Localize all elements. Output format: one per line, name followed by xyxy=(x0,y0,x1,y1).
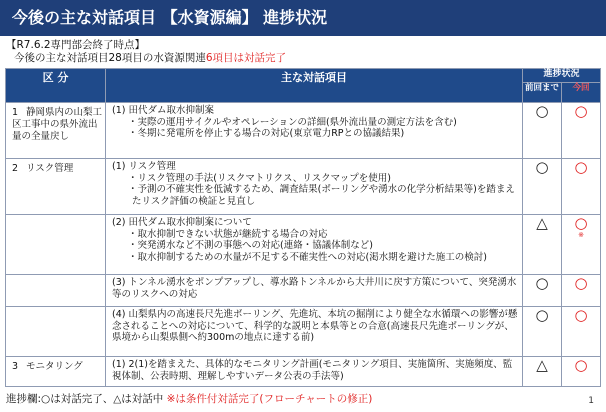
current-mark: ○ xyxy=(574,306,588,324)
header-previous: 前回まで xyxy=(523,83,562,103)
date-note: 【R7.6.2専門部会終了時点】 xyxy=(6,39,146,51)
header-progress: 進捗状況 xyxy=(523,69,601,83)
item-sub: ・取水抑制できない状態が継続する場合の対応 xyxy=(128,228,328,240)
previous-mark: ○ xyxy=(535,274,549,292)
item-sub: ・実際の運用サイクルやオペレーションの詳細(県外流出量の測定方法を含む) xyxy=(128,116,457,128)
category-number: 1 xyxy=(12,107,19,118)
previous-status xyxy=(523,357,562,387)
item-sub: ・取水抑制するための水量が不足する不確実性への対応(渇水期を避けた施工の検討) xyxy=(128,251,487,263)
item-cell xyxy=(106,159,523,215)
category-cell xyxy=(6,159,106,215)
previous-status xyxy=(523,275,562,307)
current-status xyxy=(562,103,601,159)
previous-mark: ○ xyxy=(535,158,549,176)
previous-status xyxy=(523,103,562,159)
item-sub: ・突発湧水など不測の事態への対応(連絡・協議体制など) xyxy=(128,240,373,251)
progress-table xyxy=(5,68,601,387)
item-sub: ・リスク管理の手法(リスクマトリクス、リスクマップを使用) xyxy=(128,172,391,184)
item-cell xyxy=(106,275,523,307)
item-sub: ・冬期に発電所を停止する場合の対応(東京電力RPとの協議結果) xyxy=(128,128,405,139)
header-item: 主な対話項目 xyxy=(106,69,523,103)
current-mark: ○ xyxy=(574,214,588,232)
current-mark: ○ xyxy=(574,158,588,176)
item-title: (4) 山梨県内の高速長尺先進ボーリング、先進坑、本坑の掘削により健全な水循環への影響が懸念されることへの対応について、科学的な説明と本県等との合意(高速長尺先進ボーリングが、県境から山梨県側へ約300mの地点に達する前) xyxy=(112,309,518,343)
header-category: 区 分 xyxy=(6,69,106,103)
item-title: (1) リスク管理 xyxy=(112,161,176,172)
current-mark: ○ xyxy=(574,102,588,120)
category-label: リスク管理 xyxy=(26,163,74,174)
table-row xyxy=(6,215,601,275)
table-row xyxy=(6,275,601,307)
table-row xyxy=(6,307,601,357)
summary-highlight: 6項目は対話完了 xyxy=(205,52,287,64)
previous-status xyxy=(523,215,562,275)
table-row xyxy=(6,103,601,159)
page-title: 今後の主な対話項目 【水資源編】 進捗状況 xyxy=(0,0,606,36)
previous-status xyxy=(523,159,562,215)
current-status xyxy=(562,357,601,387)
current-mark: ○ xyxy=(574,274,588,292)
category-label: 静岡県内の山梨工区工事中の県外流出量の全量戻し xyxy=(12,107,103,142)
item-title: (1) 田代ダム取水抑制案 xyxy=(112,105,214,116)
category-number: 2 xyxy=(12,163,19,174)
table-row xyxy=(6,357,601,387)
summary-line xyxy=(6,52,286,65)
category-cell xyxy=(6,275,106,307)
item-cell xyxy=(106,215,523,275)
current-status xyxy=(562,275,601,307)
condition-note-mark: ※ xyxy=(578,231,584,239)
status-note xyxy=(6,39,286,65)
legend-footer xyxy=(6,392,372,406)
item-cell xyxy=(106,357,523,387)
category-cell xyxy=(6,357,106,387)
summary-prefix: 今後の主な対話項目28項目の水資源関連 xyxy=(14,52,206,64)
item-cell xyxy=(106,307,523,357)
legend-note: ※は条件付対話完了(フローチャートの修正) xyxy=(166,393,373,405)
current-status xyxy=(562,307,601,357)
item-sub: ・予測の不確実性を低減するため、調査結果(ボーリングや湧水の化学分析結果等)を踏まえたリスク評価の検証と見直し xyxy=(128,184,515,207)
item-cell xyxy=(106,103,523,159)
item-title: (1) 2(1)を踏まえた、具体的なモニタリング計画(モニタリング項目、実施箇所、実施頻度、監視体制、公表時期、理解しやすいデータ公表の手法等) xyxy=(112,359,513,382)
table-row xyxy=(6,159,601,215)
current-mark: ○ xyxy=(574,356,588,374)
previous-mark: ○ xyxy=(535,102,549,120)
previous-mark: △ xyxy=(536,356,548,374)
item-title: (3) トンネル湧水をポンプアップし、導水路トンネルから大井川に戻す方策について、突発湧水等のリスクへの対応 xyxy=(112,277,517,300)
category-cell xyxy=(6,103,106,159)
current-status xyxy=(562,215,601,275)
page-number: 1 xyxy=(588,396,594,406)
item-title: (2) 田代ダム取水抑制案について xyxy=(112,217,252,228)
current-status xyxy=(562,159,601,215)
category-cell xyxy=(6,215,106,275)
category-label: モニタリング xyxy=(26,361,83,372)
category-cell xyxy=(6,307,106,357)
previous-mark: △ xyxy=(536,214,548,232)
previous-mark: ○ xyxy=(535,306,549,324)
category-number: 3 xyxy=(12,361,19,372)
previous-status xyxy=(523,307,562,357)
legend-text: 進捗欄:○は対話完了、△は対話中 xyxy=(6,393,164,405)
header-current: 今回 xyxy=(562,83,601,103)
